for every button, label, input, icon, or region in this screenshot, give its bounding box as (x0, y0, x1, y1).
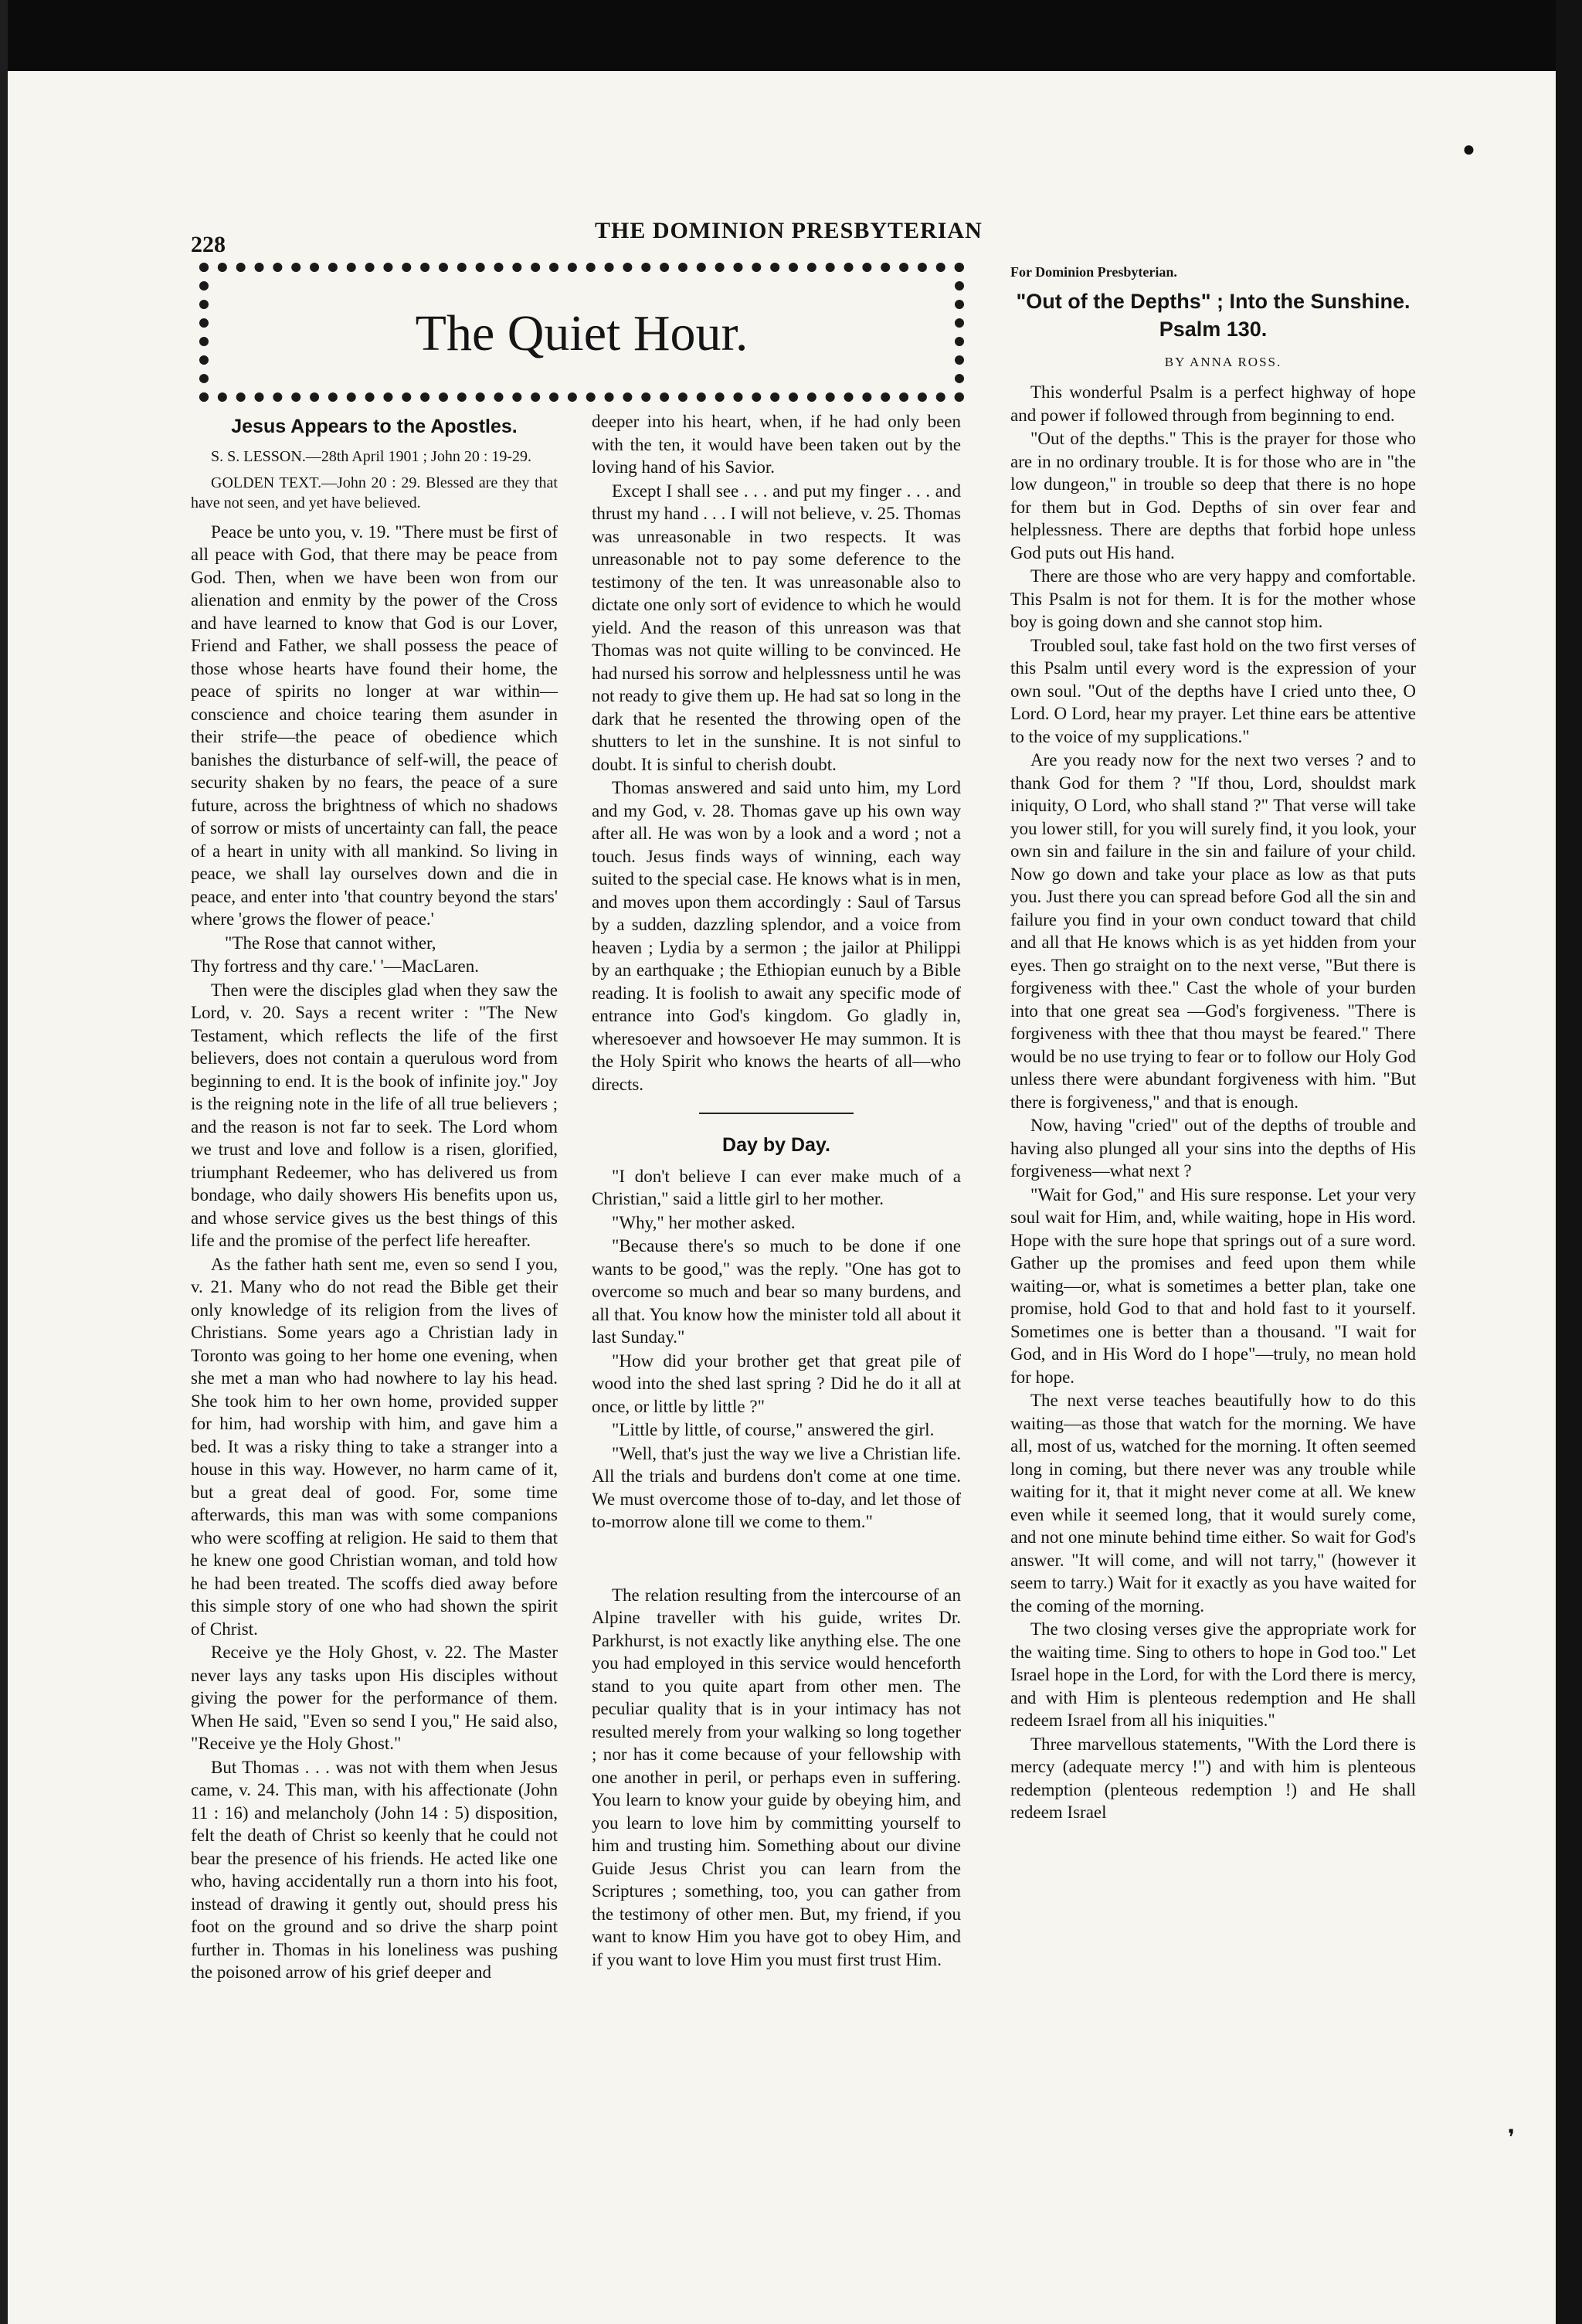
article-title: Jesus Appears to the Apostles. (231, 416, 518, 437)
section-title: The Quiet Hour. (415, 305, 749, 362)
section-title-box (199, 263, 964, 402)
paragraph: "Wait for God," and His sure response. Let your very soul wait for Him, and, while waiting, hope in His word. Hope with the sure hope that springs out of a sure word. Gather up the promises and feed upon them while waiting—or, what is sometimes a better plan, take one promise, hold God to that and hold fast to it yourself. Sometimes one is better than a thousand. "I wait for God, and in His Word do I hope"—truly, no mean hold for hope. (1010, 1184, 1416, 1387)
paragraph: Peace be unto you, v. 19. "There must be first of all peace with God, that there may be peace from God. Then, when we have been won from our alienation and enmity by the power of the Cross and have learned to know that God is our Lover, Friend and Father, we shall possess the peace of those whose hearts have found their home, the peace of spirits no longer at war within—conscience and choice tearing them asunder in their strife—the peace of obedience which banishes the disturbance of self-will, the peace of security shaken by no fears, the peace of a sure future, across the brightness of which no shadows of sorrow or mists of uncertainty can fall, the peace of a heart in unity with all mankind. So living in peace, we shall lay ourselves down and die in peace, and enter into 'that country beyond the stars' where 'grows the flower of peace.' (191, 522, 558, 929)
paragraph: "Little by little, of course," answered the girl. (612, 1420, 935, 1439)
poem-line: Thy fortress and thy care.' '—MacLaren. (191, 956, 479, 976)
article-title: "Out of the Depths" ; Into the Sunshine. Psalm 130. (1016, 289, 1411, 341)
paragraph: Three marvellous statements, "With the Lord there is mercy (adequate mercy !") and with him is plenteous redemption (plenteous redemption !) and He shall redeem Israel (1010, 1734, 1416, 1822)
scan-right-border (1556, 0, 1582, 2324)
paragraph: deeper into his heart, when, if he had only been with the ten, it would have been taken out by the loving hand of his Savior. (592, 412, 961, 477)
article-title: Day by Day. (722, 1134, 830, 1156)
byline: BY ANNA ROSS. (1164, 354, 1282, 369)
column-1 (191, 416, 558, 1985)
running-head: THE DOMINION PRESBYTERIAN (595, 218, 983, 243)
paragraph: "How did your brother get that great pile of wood into the shed last spring ? Did he do it all at once, or little by little ?" (592, 1351, 961, 1416)
paragraph: This wonderful Psalm is a perfect highway of hope and power if followed through from beginning to end. (1010, 382, 1416, 425)
page-number: 228 (191, 232, 226, 257)
paragraph: Thomas answered and said unto him, my Lord and my God, v. 28. Thomas gave up his own way after all. He was won by a look and a word ; not a touch. Jesus finds ways of winning, each way suited to the special case. He knows what is in men, and moves upon them accordingly : Saul of Tarsus by a sudden, dazzling splendor, and a voice from heaven ; Lydia by a sermon ; the jailor at Philippi by an earthquake ; the Ethiopian eunuch by a Bible reading. It is foolish to await any specific mode of entrance into God's kingdom. Go gladly in, wheresoever and howsoever He may summon. It is the Holy Spirit who knows the hearts of all—who directs. (592, 778, 961, 1094)
paragraph: The two closing verses give the appropriate work for the waiting time. Sing to others to hope in God too." Let Israel hope in the Lord, for with the Lord there is mercy, and with Him is plenteous redemption and He shall redeem Israel from all his iniquities." (1010, 1619, 1416, 1730)
ink-speck: ● (1462, 138, 1475, 161)
scan-left-edge (0, 0, 8, 2324)
paragraph: "I don't believe I can ever make much of a Christian," said a little girl to her mother. (592, 1166, 961, 1208)
paragraph: Troubled soul, take fast hold on the two first verses of this Psalm until every word is the expression of your own soul. "Out of the depths have I cried unto thee, O Lord. O Lord, hear my prayer. Let thine ears be attentive to the voice of my supplications." (1010, 635, 1416, 746)
paragraph: There are those who are very happy and comfortable. This Psalm is not for them. It is for the mother whose boy is going down and she cannot stop him. (1010, 566, 1416, 631)
paragraph: "Well, that's just the way we live a Christian life. All the trials and burdens don't come at one time. We must overcome those of to-day, and let those of to-morrow alone till we come to them." (592, 1443, 961, 1531)
paragraph: The next verse teaches beautifully how to do this waiting—as those that watch for the morning. We have all, most of us, watched for the morning. It often seemed long in coming, but there never was any trouble while waiting for it, that it might never come at all. We knew even while it seemed long, that it would surely come, and not one minute behind time either. So wait for God's answer. "It will come, and will not tarry," (however it seem to tarry.) Wait for it exactly as you have waited for the coming of the morning. (1010, 1391, 1416, 1616)
column-3 (1010, 261, 1416, 1825)
paragraph: Except I shall see . . . and put my finger . . . and thrust my hand . . . I will not believe, v. 25. Thomas was unreasonable in two respects. It was unreasonable not to pay some deference to the testimony of the ten. It was unreasonable also to dictate one only sort of evidence to which he would yield. And the reason of this unreason was that Thomas was not quite willing to be convinced. He had nursed his sorrow and helplessness until he was not ready to give them up. He had sat so long in the dark that he resented the throwing open of the shutters to let in the sunshine. It is not sinful to doubt. It is sinful to cherish doubt. (592, 481, 961, 774)
paragraph: "Out of the depths." This is the prayer for those who are in no ordinary trouble. It is for those who are in "the low dungeon," in trouble so deep that there is no hope for them but in God. Depths of sin over fear and helplessness. There are depths that forbid hope unless God puts out His hand. (1010, 429, 1416, 562)
paragraph: The relation resulting from the intercourse of an Alpine traveller with his guide, writes Dr. Parkhurst, is not exactly like anything else. The one you had employed in this service would henceforth stand to you quite apart from other men. The peculiar quality that is in your intimacy has not resulted merely from your walking so long together ; nor has it come because of your fellowship with one another in peril, or perhaps even in suffering. You learn to know your guide by obeying him, and you learn to love him by committing yourself to him and trusting him. Something about our divine Guide Jesus Christ you can learn from the Scriptures ; something, too, you can gather from the testimony of other men. But, my friend, if you want to know Him you have got to obey Him, and if you want to love Him you must first trust Him. (592, 1585, 961, 1969)
ink-speck: ❜ (1508, 2126, 1516, 2150)
spacer (592, 1534, 961, 1584)
lesson-reference: S. S. LESSON.—28th April 1901 ; John 20 : 19-29. (211, 447, 532, 465)
section-divider (699, 1113, 854, 1114)
paragraph: Are you ready now for the next two verses ? and to thank God for them ? "If thou, Lord, shouldst mark iniquity, O Lord, who shall stand ?" That verse will take you lower still, for you will surely find, it you look, your own sin and failure in the sin and failure of your child. Now go down and take your place as low as that puts you. Just there you can spread before God all the sin and failure you find in your own conduct toward that child and all that He knows which is as yet hidden from your eyes. Then go straight on to the next verse, "But there is forgiveness with thee." Cast the whole of your burden into that one great sea —God's forgiveness. "There is forgiveness with thee that thou mayst be feared." There would be no use trying to fear or to follow our Holy God unless there were abundant forgiveness with him. "But there is forgiveness," and that is enough. (1010, 750, 1416, 1112)
column-2 (592, 410, 961, 1972)
paragraph: Then were the disciples glad when they saw the Lord, v. 20. Says a recent writer : "The New Testament, which reflects the life of the first believers, does not contain a querulous word from beginning to end. It is the book of infinite joy." Joy is the reigning note in the life of all true believers ; and the reason is not far to seek. The Lord whom we trust and love and follow is a risen, glorified, triumphant Redeemer, who has delivered us from bondage, who daily showers His benefits upon us, and whose service gives us the best things of this life and the promise of the perfect life hereafter. (191, 980, 558, 1250)
paragraph: Receive ye the Holy Ghost, v. 22. The Master never lays any tasks upon His disciples without giving the power for the performance of them. When He said, "Even so send I you," He said also, "Receive ye the Holy Ghost." (191, 1643, 558, 1753)
article-kicker: For Dominion Presbyterian. (1010, 264, 1177, 280)
golden-text: GOLDEN TEXT.—John 20 : 29. Blessed are they that have not seen, and yet have believed. (191, 474, 558, 511)
poem-line: "The Rose that cannot wither, (225, 933, 436, 953)
paragraph: Now, having "cried" out of the depths of trouble and having also plunged all your sins into the depths of His forgiveness—what next ? (1010, 1116, 1416, 1181)
paragraph: "Because there's so much to be done if one wants to be good," was the reply. "One has got to overcome so much and bear so many burdens, and all that. You know how the minister told all about it last Sunday." (592, 1236, 961, 1347)
paragraph: But Thomas . . . was not with them when Jesus came, v. 24. This man, with his affectionate (John 11 : 16) and melancholy (John 14 : 5) disposition, felt the death of Christ so keenly that he could not bear the presence of his friends. He acted like one who, having accidentally run a thorn into his foot, instead of drawing it gently out, should press his foot on the ground and so drive the sharp point further in. Thomas in his loneliness was pushing the poisoned arrow of his grief deeper and (191, 1757, 558, 1982)
scan-top-border (0, 0, 1582, 71)
paragraph: "Why," her mother asked. (612, 1212, 796, 1232)
paragraph: As the father hath sent me, even so send I you, v. 21. Many who do not read the Bible get their only knowledge of its religion from the lives of Christians. Some years ago a Christian lady in Toronto was going to her home one evening, when she met a man who had nowhere to lay his head. She took him to her own home, provided supper for him, had worship with him, and gave him a bed. It was a risky thing to take a stranger into a house in this way. However, no harm came of it, but a great deal of good. For, some time afterwards, this man was with some companions who were scoffing at religion. He said to them that he knew one good Christian woman, and told how he had been treated. The scoffs died away before this simple story of one who had shown the spirit of Christ. (191, 1254, 558, 1639)
